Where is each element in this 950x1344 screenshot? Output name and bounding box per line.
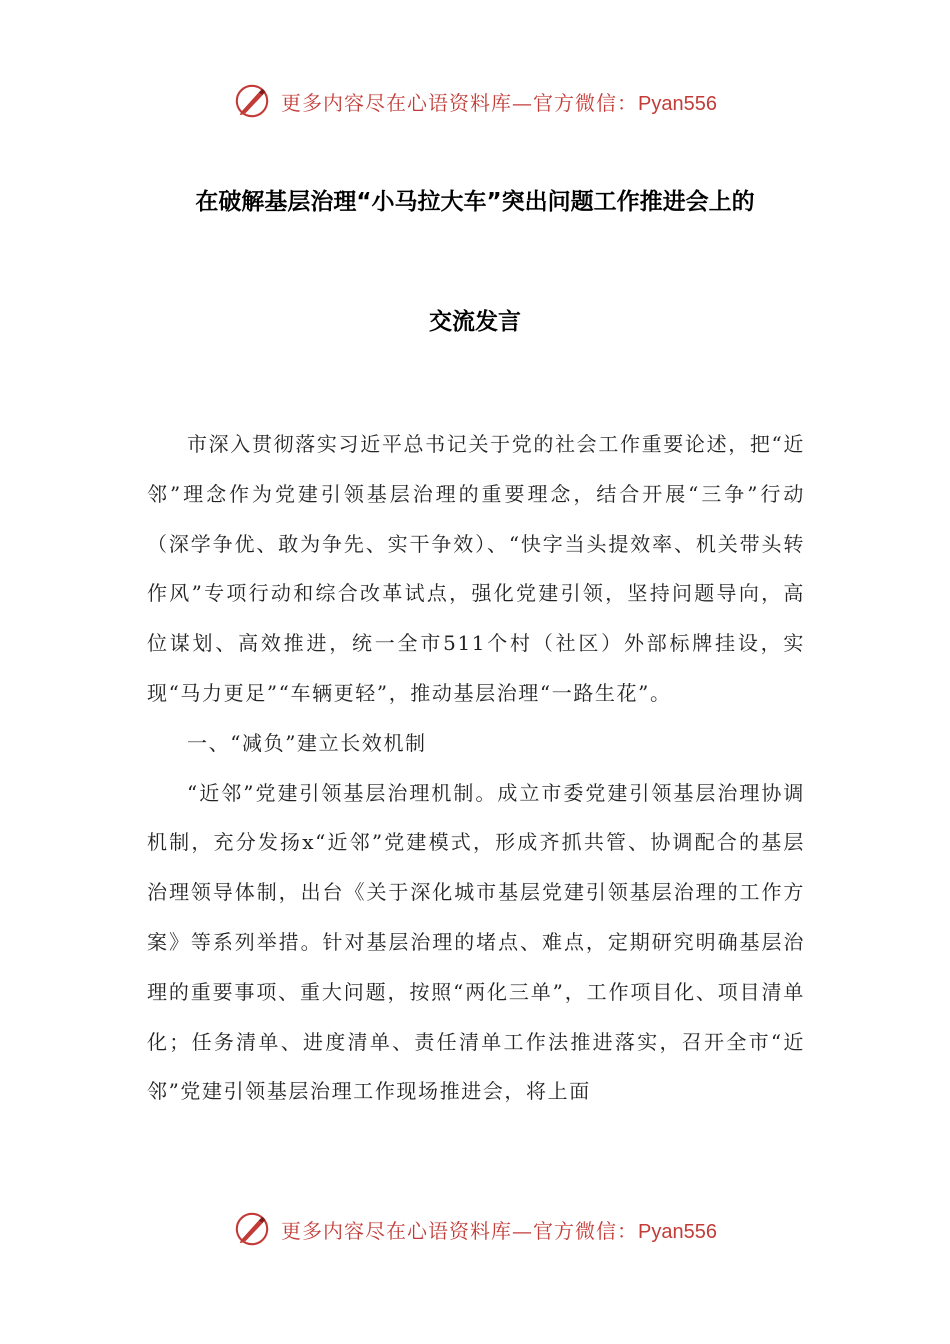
watermark-text: 更多内容尽在心语资料库—官方微信：Pyan556 bbox=[281, 90, 717, 115]
document-body bbox=[147, 420, 805, 1117]
wechat-id: Pyan556 bbox=[638, 92, 717, 115]
wechat-id: Pyan556 bbox=[638, 1220, 717, 1243]
watermark-banner-top bbox=[0, 82, 950, 120]
watermark-banner-bottom bbox=[0, 1210, 950, 1248]
section-heading-1: 一、“减负”建立长效机制 bbox=[187, 730, 427, 755]
pen-logo-icon bbox=[233, 82, 271, 120]
paragraph-section-1: “近邻”党建引领基层治理机制。成立市委党建引领基层治理协调机制，充分发扬x“近邻”党建模式，形成齐抓共管、协调配合的基层治理领导体制，出台《关于深化城市基层党建引领基层治理的工作方案》等系列举措。针对基层治理的堵点、难点，定期研究明确基层治理的重要事项、重大问题，按照“两化三单”，工作项目化、项目清单化；任务清单、进度清单、责任清单工作法推进落实，召开全市“近邻”党建引领基层治理工作现场推进会，将上面 bbox=[147, 780, 805, 1104]
pen-logo-icon bbox=[233, 1210, 271, 1248]
watermark-text: 更多内容尽在心语资料库—官方微信：Pyan556 bbox=[281, 1218, 717, 1243]
document-title-line-1: 在破解基层治理“小马拉大车”突出问题工作推进会上的 bbox=[195, 189, 755, 215]
document-title-line-2: 交流发言 bbox=[429, 309, 521, 335]
paragraph-intro: 市深入贯彻落实习近平总书记关于党的社会工作重要论述，把“近邻”理念作为党建引领基层治理的重要理念，结合开展“三争”行动（深学争优、敢为争先、实干争效）、“快字当头提效率、机关带头转作风”专项行动和综合改革试点，强化党建引领，坚持问题导向，高位谋划、高效推进，统一全市511个村（社区）外部标牌挂设，实现“马力更足”“车辆更轻”，推动基层治理“一路生花”。 bbox=[147, 432, 805, 705]
